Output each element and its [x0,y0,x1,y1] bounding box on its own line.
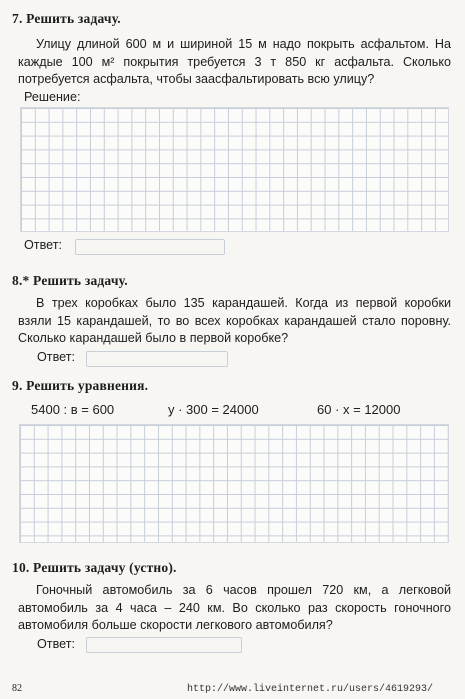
task8-answer-field[interactable] [86,351,228,367]
equation-1: 5400 : в = 600 [31,402,115,417]
task10-answer-field[interactable] [86,637,242,653]
task7-answer-label: Ответ: [24,238,62,252]
task10-title: 10. Решить задачу (устно). [12,560,177,575]
task7-answer-field[interactable] [75,239,225,255]
task7-solution-grid[interactable] [20,107,449,232]
task8-text: В трех коробках было 135 карандашей. Когда из первой коробки взяли 15 карандашей, то во всех коробках карандашей стало поровну. Сколько карандашей было в первой коробке? [18,296,451,345]
task8-title: 8.* Решить задачу. [12,273,128,288]
task8-answer-label: Ответ: [37,350,75,364]
task10-text: Гоночный автомобиль за 6 часов прошел 720 км, а легковой автомобиль за 4 часа – 240 км. Во сколько раз скорость гоночного автомобиля больше скорости легкового автомобиля? [18,583,451,632]
equation-3: 60 · х = 12000 [317,402,401,417]
task7-title: 7. Решить задачу. [12,11,121,26]
equation-2: у · 300 = 24000 [168,402,259,417]
page-number: 82 [12,683,22,694]
task7-text: Улицу длиной 600 м и шириной 15 м надо покрыть асфальтом. На каждые 100 м² покрытия требуется 3 т 850 кг асфальта. Сколько потребуется асфальта, чтобы заасфальтировать всю улицу? [18,37,451,86]
task9-solution-grid[interactable] [19,424,449,543]
task7-solution-label: Решение: [24,90,81,104]
task10-answer-label: Ответ: [37,637,75,651]
task9-title: 9. Решить уравнения. [12,378,149,393]
watermark-url: http://www.liveinternet.ru/users/4619293/ [187,684,434,695]
